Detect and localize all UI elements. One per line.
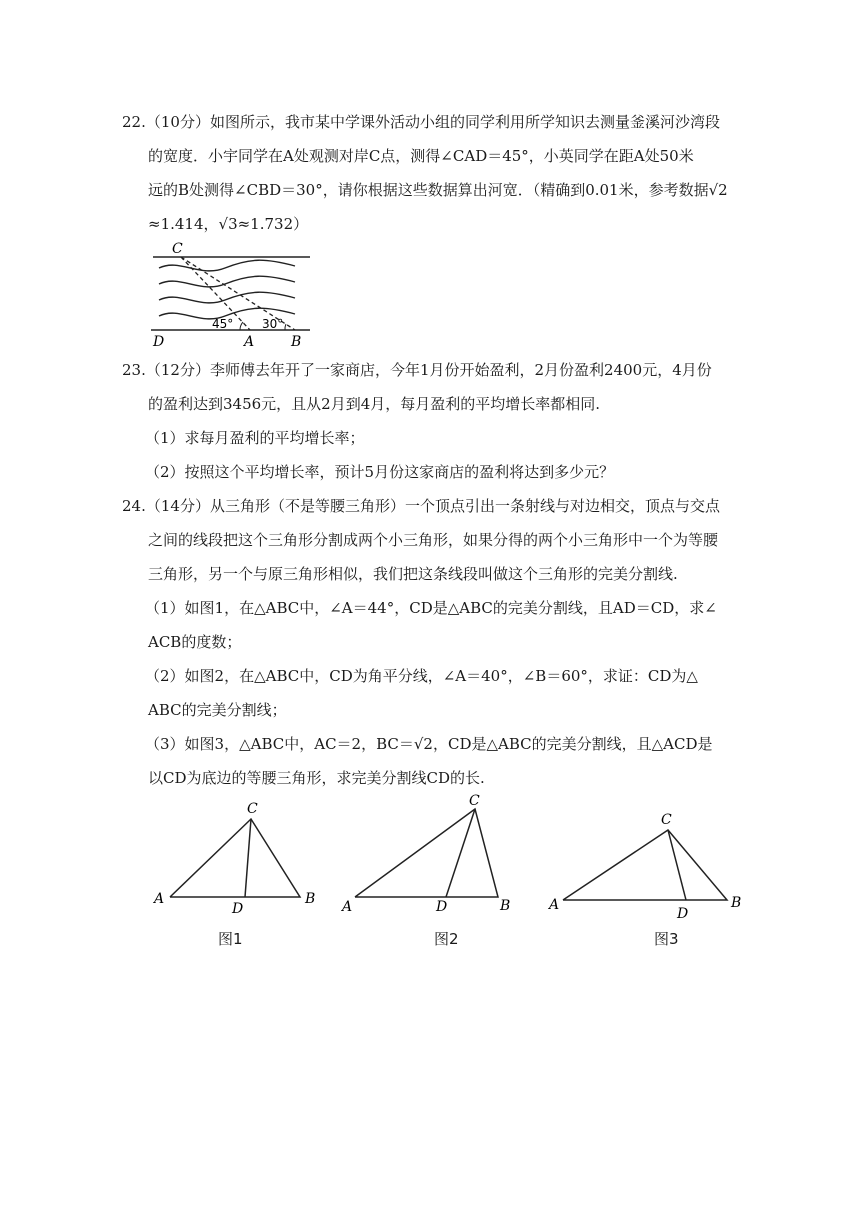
figure-1-caption: 图1: [218, 930, 243, 948]
segment-cd: [446, 809, 475, 897]
q24-part-3b: 以CD为底边的等腰三角形，求完美分割线CD的长.: [148, 769, 485, 787]
label-b: B: [731, 895, 742, 911]
q22-line-3: 远的B处测得∠CBD＝30°，请你根据这些数据算出河宽．（精确到0.01米，参考数据√2: [148, 181, 728, 199]
q22-line-4: ≈1.414，√3≈1.732）: [148, 215, 309, 233]
label-d: D: [677, 906, 689, 922]
q23-part-2: （2）按照这个平均增长率，预计5月份这家商店的盈利将达到多少元？: [145, 463, 615, 481]
label-b: B: [291, 334, 302, 350]
q24-part-1a: （1）如图1，在△ABC中，∠A＝44°，CD是△ABC的完美分割线，且AD＝CD，求∠: [145, 599, 717, 617]
label-c: C: [172, 241, 183, 257]
label-a: A: [154, 891, 165, 907]
q24-line-2: 之间的线段把这个三角形分割成两个小三角形，如果分得的两个小三角形中一个为等腰: [148, 531, 719, 549]
label-b: B: [305, 891, 316, 907]
q23-line-2: 的盈利达到3456元，且从2月到4月，每月盈利的平均增长率都相同.: [148, 395, 601, 413]
q23-part-1: （1）求每月盈利的平均增长率；: [145, 429, 365, 447]
wave-2: [159, 276, 295, 287]
q24-line-1: 24.（14分）从三角形（不是等腰三角形）一个顶点引出一条射线与对边相交，顶点与交点: [122, 497, 720, 515]
figure-2-caption: 图2: [434, 930, 459, 948]
q23-line-1: 23.（12分）李师傅去年开了一家商店，今年1月份开始盈利，2月份盈利2400元，4月份: [122, 361, 712, 379]
q24-part-2b: ABC的完美分割线；: [148, 701, 287, 719]
label-c: C: [247, 801, 258, 817]
q24-line-3: 三角形，另一个与原三角形相似，我们把这条线段叫做这个三角形的完美分割线.: [148, 565, 678, 583]
river-figure: [145, 238, 320, 350]
q22-line-2: 的宽度．小宇同学在A处观测对岸C点，测得∠CAD＝45°，小英同学在距A处50米: [148, 147, 694, 165]
triangle-figure-2: [340, 792, 520, 914]
label-c: C: [661, 812, 672, 828]
wave-3: [159, 292, 295, 303]
label-d: D: [232, 901, 244, 917]
label-a: A: [342, 899, 353, 915]
label-d: D: [436, 899, 448, 915]
wave-1: [159, 260, 295, 271]
triangle-figure-3: [545, 806, 745, 921]
label-a: A: [549, 897, 560, 913]
angle-45-label: 45°: [212, 317, 234, 331]
angle-30-label: 30°: [262, 317, 284, 331]
q24-part-3a: （3）如图3，△ABC中，AC＝2，BC＝√2，CD是△ABC的完美分割线，且△ACD是: [145, 735, 713, 753]
q22-line-1: 22.（10分）如图所示，我市某中学课外活动小组的同学利用所学知识去测量釜溪河沙湾段: [122, 113, 720, 131]
q24-part-2a: （2）如图2，在△ABC中，CD为角平分线，∠A＝40°，∠B＝60°，求证：CD为△: [145, 667, 698, 685]
q24-part-1b: ACB的度数；: [148, 633, 242, 651]
triangle-figure-1: [150, 800, 325, 915]
figure-3-caption: 图3: [654, 930, 679, 948]
segment-cd: [245, 819, 251, 897]
label-d: D: [153, 334, 165, 350]
label-a: A: [244, 334, 255, 350]
label-c: C: [469, 793, 480, 809]
label-b: B: [500, 898, 511, 914]
